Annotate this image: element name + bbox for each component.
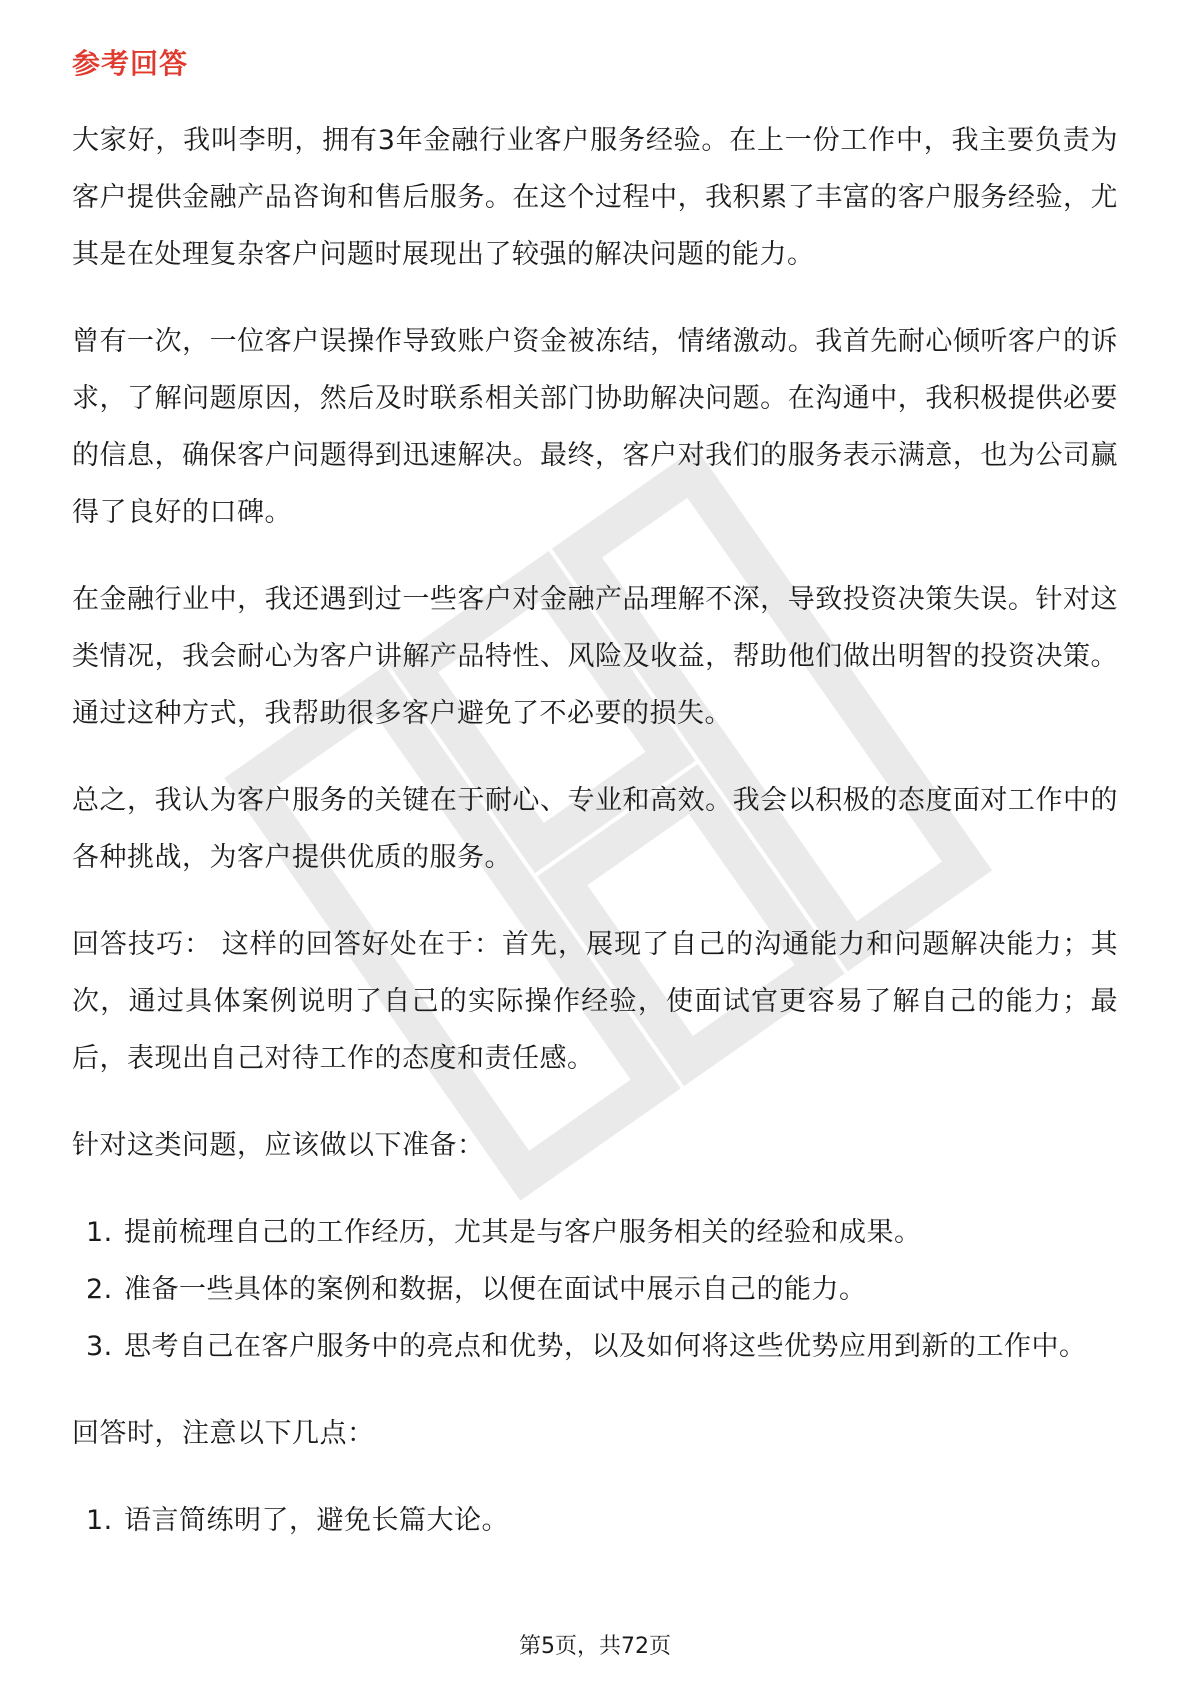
paragraph-example-investment: 在金融行业中，我还遇到过一些客户对金融产品理解不深，导致投资决策失误。针对这类情况，我会耐心为客户讲解产品特性、风险及收益，帮助他们做出明智的投资决策。通过这种方式，我帮助很多客户避免了不必要的损失。 (72, 584, 1118, 729)
list-item-text: 准备一些具体的案例和数据，以便在面试中展示自己的能力。 (124, 1274, 867, 1305)
paragraph-intro: 大家好，我叫李明，拥有3年金融行业客户服务经验。在上一份工作中，我主要负责为客户提供金融产品咨询和售后服务。在这个过程中，我积累了丰富的客户服务经验，尤其是在处理复杂客户问题时展现出了较强的解决问题的能力。 (72, 125, 1118, 270)
paragraph-answer-tips: 回答技巧： 这样的回答好处在于：首先，展现了自己的沟通能力和问题解决能力；其次，通过具体案例说明了自己的实际操作经验，使面试官更容易了解自己的能力；最后，表现出自己对待工作的态度和责任感。 (72, 929, 1118, 1074)
paragraph-prep-intro: 针对这类问题，应该做以下准备： (72, 1130, 485, 1161)
notes-list (72, 1492, 1118, 1549)
list-item-number: 2. (86, 1274, 113, 1305)
list-item (72, 1261, 1118, 1318)
list-item (72, 1204, 1118, 1261)
paragraph-example-frozen-account: 曾有一次，一位客户误操作导致账户资金被冻结，情绪激动。我首先耐心倾听客户的诉求，了解问题原因，然后及时联系相关部门协助解决问题。在沟通中，我积极提供必要的信息，确保客户问题得到迅速解决。最终，客户对我们的服务表示满意，也为公司赢得了良好的口碑。 (72, 326, 1118, 528)
list-item (72, 1492, 1118, 1549)
list-item-text: 提前梳理自己的工作经历，尤其是与客户服务相关的经验和成果。 (124, 1217, 922, 1248)
page-footer: 第5页，共72页 (519, 1634, 671, 1659)
list-item-text: 语言简练明了，避免长篇大论。 (124, 1505, 509, 1536)
list-item-text: 思考自己在客户服务中的亮点和优势，以及如何将这些优势应用到新的工作中。 (124, 1331, 1087, 1362)
paragraph-notes-intro: 回答时，注意以下几点： (72, 1418, 375, 1449)
list-item-number: 3. (86, 1331, 113, 1362)
list-item-number: 1. (86, 1505, 113, 1536)
prep-list (72, 1204, 1118, 1375)
document-page (72, 44, 1118, 1579)
list-item (72, 1318, 1118, 1375)
paragraph-summary: 总之，我认为客户服务的关键在于耐心、专业和高效。我会以积极的态度面对工作中的各种挑战，为客户提供优质的服务。 (72, 785, 1118, 873)
section-title: 参考回答 (72, 47, 189, 80)
list-item-number: 1. (86, 1217, 113, 1248)
